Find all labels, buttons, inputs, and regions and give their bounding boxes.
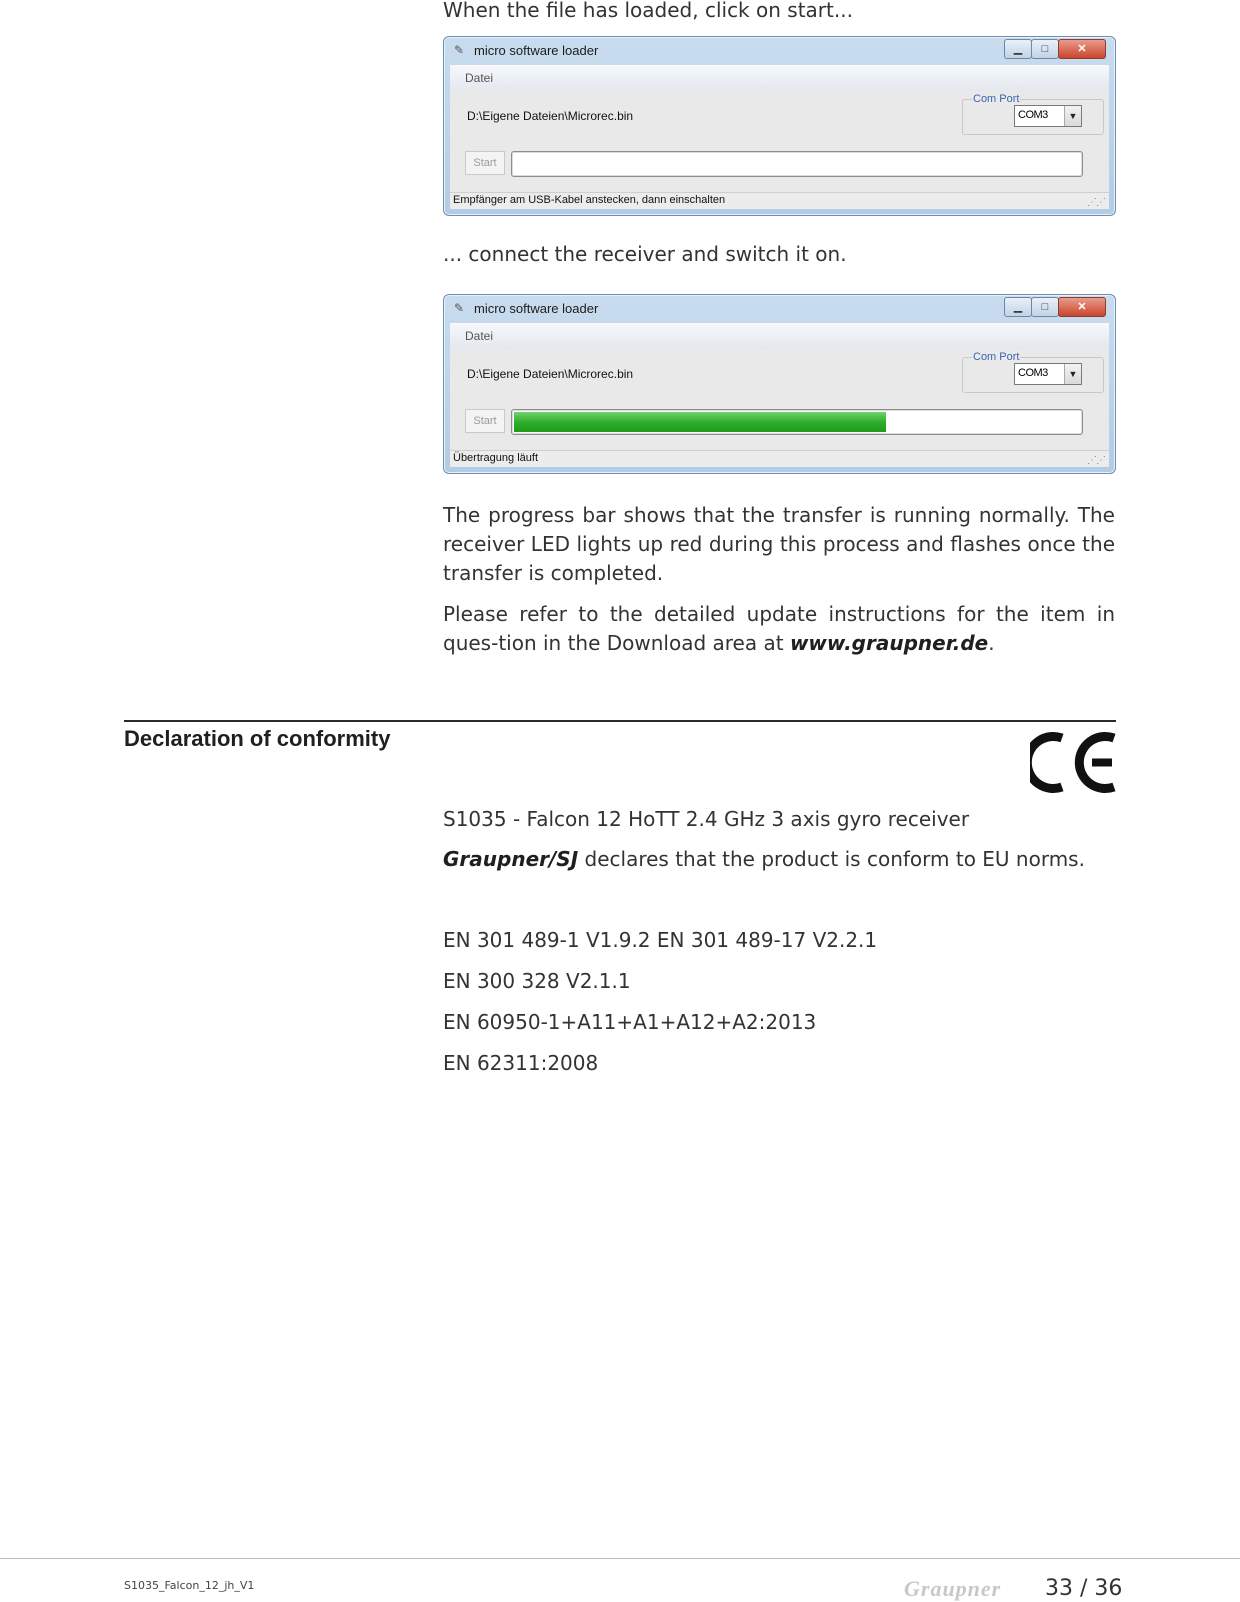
company-name: Graupner/SJ [443, 847, 579, 871]
status-text: Übertragung läuft [453, 452, 538, 464]
maximize-button[interactable]: □ [1031, 39, 1059, 59]
page-number: 33 / 36 [1045, 1576, 1123, 1601]
resize-grip-icon[interactable]: ⋰⋰ [1087, 197, 1105, 208]
menubar [450, 323, 1109, 349]
menu-datei[interactable]: Datei [465, 71, 494, 85]
statusbar [450, 450, 1109, 467]
graupner-link[interactable]: www.graupner.de [789, 631, 989, 655]
com-port-value: COM3 [1018, 367, 1048, 379]
company-statement [443, 845, 1115, 874]
product-line: S1035 - Falcon 12 HoTT 2.4 GHz 3 axis gyro receiver [443, 807, 970, 831]
minimize-button[interactable]: ▁ [1004, 297, 1032, 317]
com-port-label: Com Port [973, 93, 1020, 105]
close-button[interactable]: ✕ [1058, 39, 1106, 59]
refer-text-end: . [988, 631, 995, 655]
status-text: Empfänger am USB-Kabel anstecken, dann einschalten [453, 194, 726, 206]
progress-description: The progress bar shows that the transfer is running normally. The receiver LED lights up red during this process and flashes once the transfer is completed. [443, 503, 1115, 585]
refer-text: Please refer to the detailed update instructions for the item in ques-tion in the Download area at [443, 602, 1115, 655]
statement-text: declares that the product is conform to EU norms. [578, 847, 1085, 871]
norm-line: EN 60950-1+A11+A1+A12+A2:2013 [443, 1010, 817, 1034]
window-client [450, 91, 1109, 193]
window-title: micro software loader [474, 43, 599, 58]
menubar [450, 65, 1109, 91]
statusbar [450, 192, 1109, 209]
refer-paragraph [443, 600, 1115, 658]
window-title: micro software loader [474, 301, 599, 316]
document-id: S1035_Falcon_12_jh_V1 [124, 1579, 255, 1592]
loader-window-1 [443, 36, 1116, 216]
norm-line: EN 300 328 V2.1.1 [443, 969, 631, 993]
resize-grip-icon[interactable]: ⋰⋰ [1087, 455, 1105, 466]
progress-bar [511, 409, 1083, 435]
close-button[interactable]: ✕ [1058, 297, 1106, 317]
connect-text: ... connect the receiver and switch it on. [443, 242, 847, 266]
declaration-heading: Declaration of conformity [124, 726, 391, 751]
file-path: D:\Eigene Dateien\Microrec.bin [467, 109, 634, 123]
start-button[interactable]: Start [465, 409, 505, 433]
com-port-label: Com Port [973, 351, 1020, 363]
loader-window-2 [443, 294, 1116, 474]
graupner-logo: Graupner [904, 1576, 1002, 1601]
norm-line: EN 301 489-1 V1.9.2 EN 301 489-17 V2.2.1 [443, 928, 878, 952]
progress-fill [514, 412, 886, 432]
ce-mark-icon [1030, 730, 1117, 795]
maximize-button[interactable]: □ [1031, 297, 1059, 317]
minimize-button[interactable]: ▁ [1004, 39, 1032, 59]
footer-divider [0, 1558, 1240, 1559]
file-path: D:\Eigene Dateien\Microrec.bin [467, 367, 634, 381]
window-titlebar [444, 295, 1115, 323]
section-divider [124, 720, 1116, 722]
com-port-value: COM3 [1018, 109, 1048, 121]
com-port-select[interactable] [1014, 105, 1082, 127]
window-titlebar [444, 37, 1115, 65]
app-icon: ✎ [454, 43, 465, 57]
chevron-down-icon[interactable]: ▼ [1064, 106, 1081, 126]
app-icon: ✎ [454, 301, 465, 315]
progress-bar [511, 151, 1083, 177]
window-client [450, 349, 1109, 451]
intro-text: When the file has loaded, click on start... [443, 0, 853, 22]
chevron-down-icon[interactable]: ▼ [1064, 364, 1081, 384]
start-button[interactable]: Start [465, 151, 505, 175]
com-port-select[interactable] [1014, 363, 1082, 385]
norm-line: EN 62311:2008 [443, 1051, 599, 1075]
menu-datei[interactable]: Datei [465, 329, 494, 343]
